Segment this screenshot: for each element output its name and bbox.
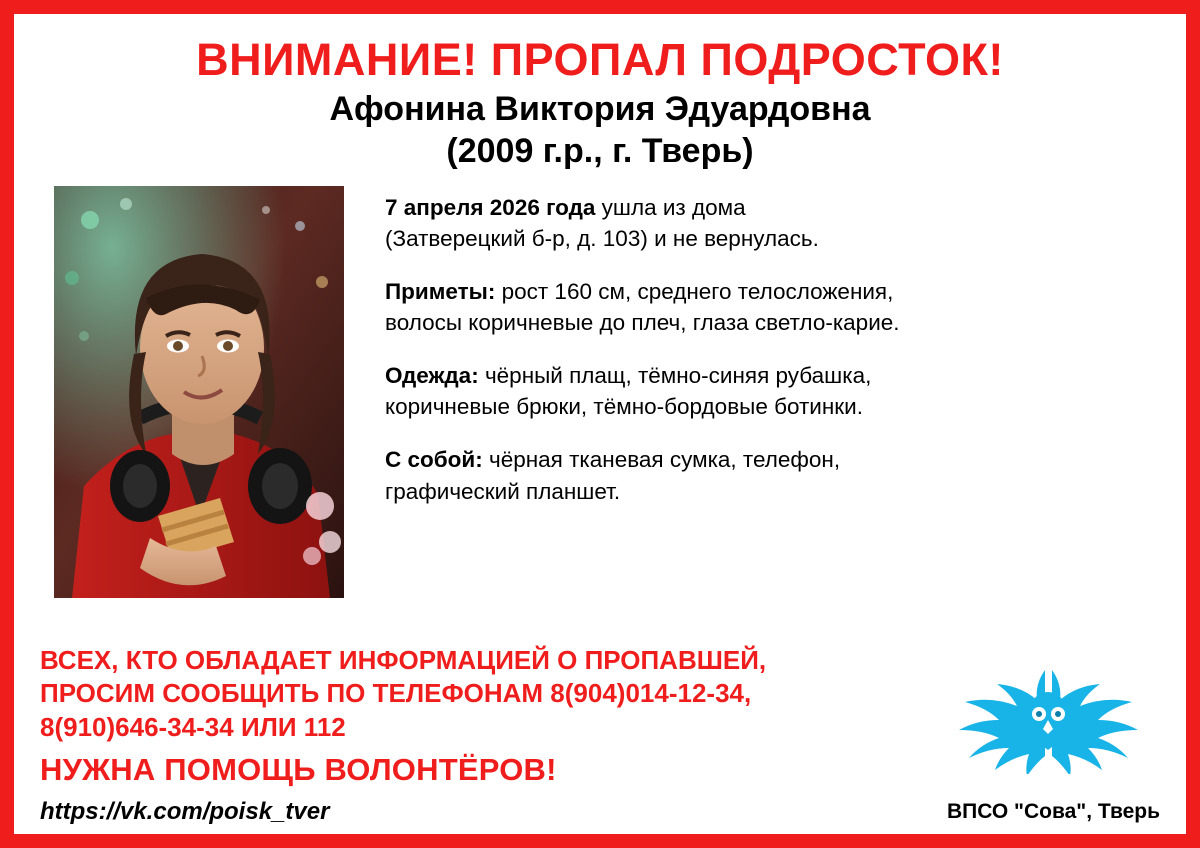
appearance-line1: рост 160 см, среднего телосложения, xyxy=(495,279,894,305)
belongings-line1: чёрная тканевая сумка, телефон, xyxy=(482,447,841,473)
appearance-line2: волосы коричневые до плеч, глаза светло-карие. xyxy=(385,310,900,336)
phone-number-1[interactable]: 8(904)014-12-34, xyxy=(550,678,752,709)
clothing-line2: коричневые брюки, тёмно-бордовые ботинки. xyxy=(385,394,863,420)
disappearance-date: 7 апреля 2026 года xyxy=(385,195,596,221)
disappearance-info xyxy=(385,192,1160,254)
belongings-line2: графический планшет. xyxy=(385,478,621,504)
clothing-info xyxy=(385,360,1160,422)
or-label: ИЛИ xyxy=(240,711,297,742)
details-block xyxy=(385,192,1160,506)
person-photo xyxy=(54,186,344,598)
person-name xyxy=(40,89,1160,172)
person-full-name: Афонина Виктория Эдуардовна xyxy=(329,90,871,129)
appearance-info xyxy=(385,276,1160,338)
organization-name: ВПСО "Сова", Тверь xyxy=(946,800,1160,823)
appeal-line-1: ВСЕХ, КТО ОБЛАДАЕТ ИНФОРМАЦИЕЙ О ПРОПАВШЕЙ, xyxy=(40,645,767,676)
clothing-line1: чёрный плащ, тёмно-синяя рубашка, xyxy=(478,363,872,389)
volunteers-call: НУЖНА ПОМОЩЬ ВОЛОНТЁРОВ! xyxy=(40,752,557,787)
person-birth-city: (2009 г.р., г. Тверь) xyxy=(446,131,754,170)
emergency-phone-number[interactable]: 112 xyxy=(303,711,346,742)
appeal-line-2-prefix: ПРОСИМ СООБЩИТЬ ПО ТЕЛЕФОНАМ xyxy=(40,678,551,709)
footer xyxy=(40,644,1160,826)
disappearance-address: (Затверецкий б-р, д. 103) и не вернулась. xyxy=(385,226,819,252)
vk-link[interactable]: https://vk.com/poisk_tver xyxy=(40,798,330,825)
appearance-label: Приметы: xyxy=(385,279,496,305)
belongings-label: С собой: xyxy=(385,447,483,473)
clothing-label: Одежда: xyxy=(385,363,479,389)
owl-logo xyxy=(941,662,1156,774)
belongings-info xyxy=(385,444,1160,506)
contact-appeal xyxy=(40,644,920,744)
disappearance-text: ушла из дома xyxy=(595,195,746,221)
page-title: ВНИМАНИЕ! ПРОПАЛ ПОДРОСТОК! xyxy=(196,34,1004,85)
phone-number-2[interactable]: 8(910)646-34-34 xyxy=(40,711,234,742)
content-area xyxy=(40,186,1160,601)
poster-inner xyxy=(14,14,1186,834)
